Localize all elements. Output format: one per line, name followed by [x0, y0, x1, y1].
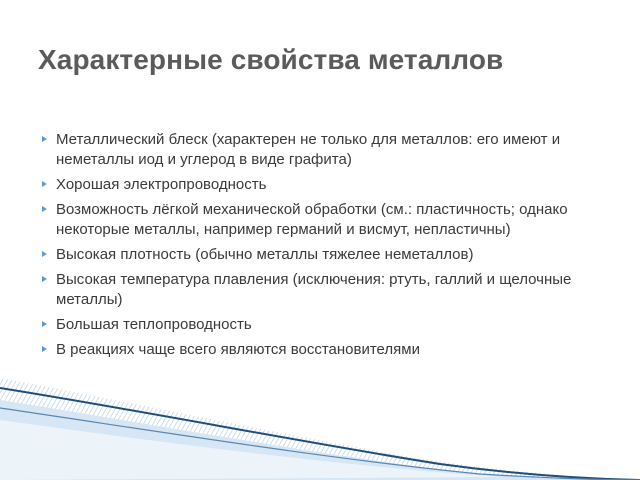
bullet-text: В реакциях чаще всего являются восстановителями	[56, 341, 420, 358]
bullet-item	[42, 245, 602, 265]
bullet-text: Возможность лёгкой механической обработки (см.: пластичность; однако некоторые металлы, например германий и висмут, непластичны)	[56, 201, 568, 238]
bullet-item	[42, 315, 602, 335]
bullet-arrow-icon	[42, 136, 47, 142]
decorative-wave	[0, 360, 640, 480]
bullet-arrow-icon	[42, 346, 47, 352]
bullet-text: Хорошая электропроводность	[56, 176, 267, 193]
bullet-item	[42, 340, 602, 360]
bullet-arrow-icon	[42, 181, 47, 187]
bullet-arrow-icon	[42, 251, 47, 257]
bullet-arrow-icon	[42, 321, 47, 327]
bullet-text: Металлический блеск (характерен не только для металлов: его имеют и неметаллы иод и углерод в виде графита)	[56, 131, 561, 168]
bullet-text: Высокая плотность (обычно металлы тяжелее неметаллов)	[56, 246, 474, 263]
bullet-item	[42, 130, 602, 170]
bullet-text: Высокая температура плавления (исключения: ртуть, галлий и щелочные металлы)	[56, 271, 572, 308]
bullet-item	[42, 175, 602, 195]
bullet-text: Большая теплопроводность	[56, 316, 252, 333]
bullet-arrow-icon	[42, 276, 47, 282]
bullet-item	[42, 270, 602, 310]
bullet-item	[42, 200, 602, 240]
slide-title: Характерные свойства металлов	[38, 44, 504, 75]
bullet-list	[42, 130, 602, 365]
bullet-arrow-icon	[42, 206, 47, 212]
